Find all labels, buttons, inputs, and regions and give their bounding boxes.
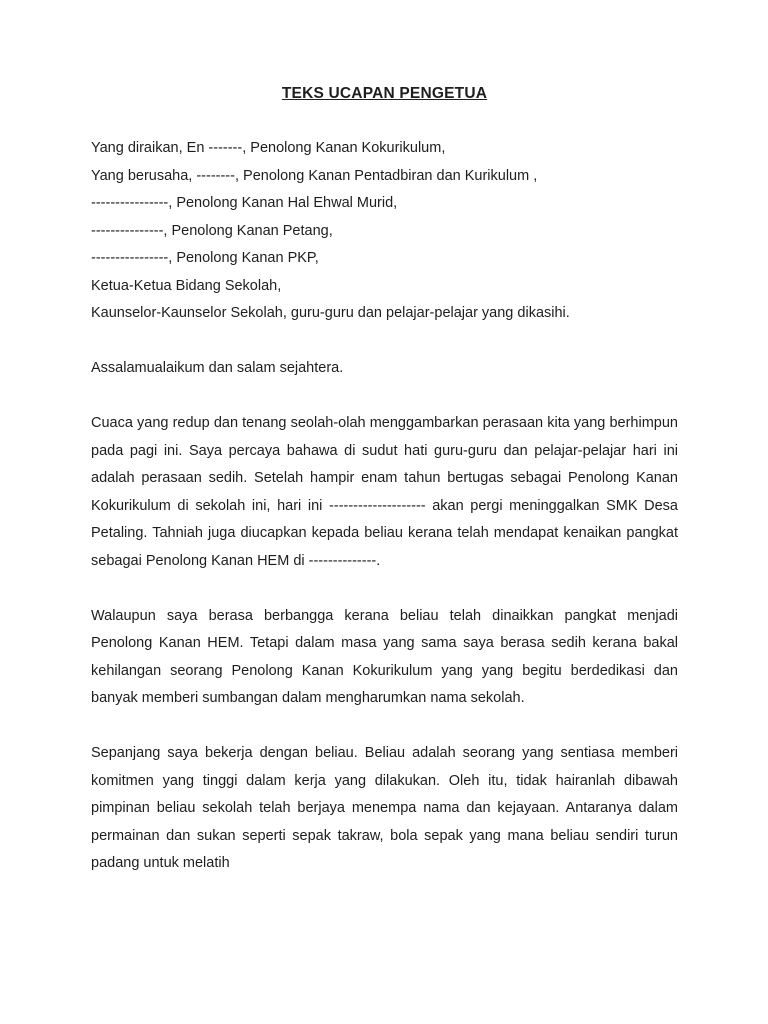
greeting-line: Assalamualaikum dan salam sejahtera. — [91, 360, 344, 376]
salutation-line-4: ---------------, Penolong Kanan Petang, — [91, 222, 333, 239]
paragraph-1: Cuaca yang redup dan tenang seolah-olah menggambarkan perasaan kita yang berhimpun pada pagi ini. Saya percaya bahawa di sudut hati guru-guru dan pelajar-pelajar hari ini adalah perasaan sedih. Setelah hampir enam tahun bertugas sebagai Penolong Kanan Kokurikulum di sekolah ini, hari ini -------------------- akan pergi meninggalkan SMK Desa Petaling. Tahniah juga diucapkan kepada beliau kerana telah mendapat kenaikan pangkat sebagai Penolong Kanan HEM di --------------. — [91, 415, 678, 569]
document-body — [91, 80, 678, 878]
salutation-line-2: Yang berusaha, --------, Penolong Kanan Pentadbiran dan Kurikulum , — [91, 167, 538, 184]
salutation-line-5: ----------------, Penolong Kanan PKP, — [91, 250, 319, 266]
paragraph-2: Walaupun saya berasa berbangga kerana beliau telah dinaikkan pangkat menjadi Penolong Kanan HEM. Tetapi dalam masa yang sama saya berasa sedih kerana bakal kehilangan seorang Penolong Kanan Kokurikulum yang yang begitu berdedikasi dan banyak memberi sumbangan dalam mengharumkan nama sekolah. — [91, 607, 678, 706]
salutation-line-6: Ketua-Ketua Bidang Sekolah, — [91, 277, 282, 294]
salutation-line-1: Yang diraikan, En -------, Penolong Kanan Kokurikulum, — [91, 140, 446, 156]
paragraph-3: Sepanjang saya bekerja dengan beliau. Beliau adalah seorang yang sentiasa memberi komitmen yang tinggi dalam kerja yang dilakukan. Oleh itu, tidak hairanlah dibawah pimpinan beliau sekolah telah berjaya menempa nama dan kejayaan. Antaranya dalam permainan dan sukan seperti sepak takraw, bola sepak yang mana beliau sendiri turun padang untuk melatih — [91, 745, 678, 871]
salutation-line-7: Kaunselor-Kaunselor Sekolah, guru-guru dan pelajar-pelajar yang dikasihi. — [91, 305, 570, 321]
document-title: TEKS UCAPAN PENGETUA — [281, 85, 488, 102]
salutation-line-3: ----------------, Penolong Kanan Hal Ehwal Murid, — [91, 195, 398, 211]
salutation-list — [91, 135, 678, 328]
